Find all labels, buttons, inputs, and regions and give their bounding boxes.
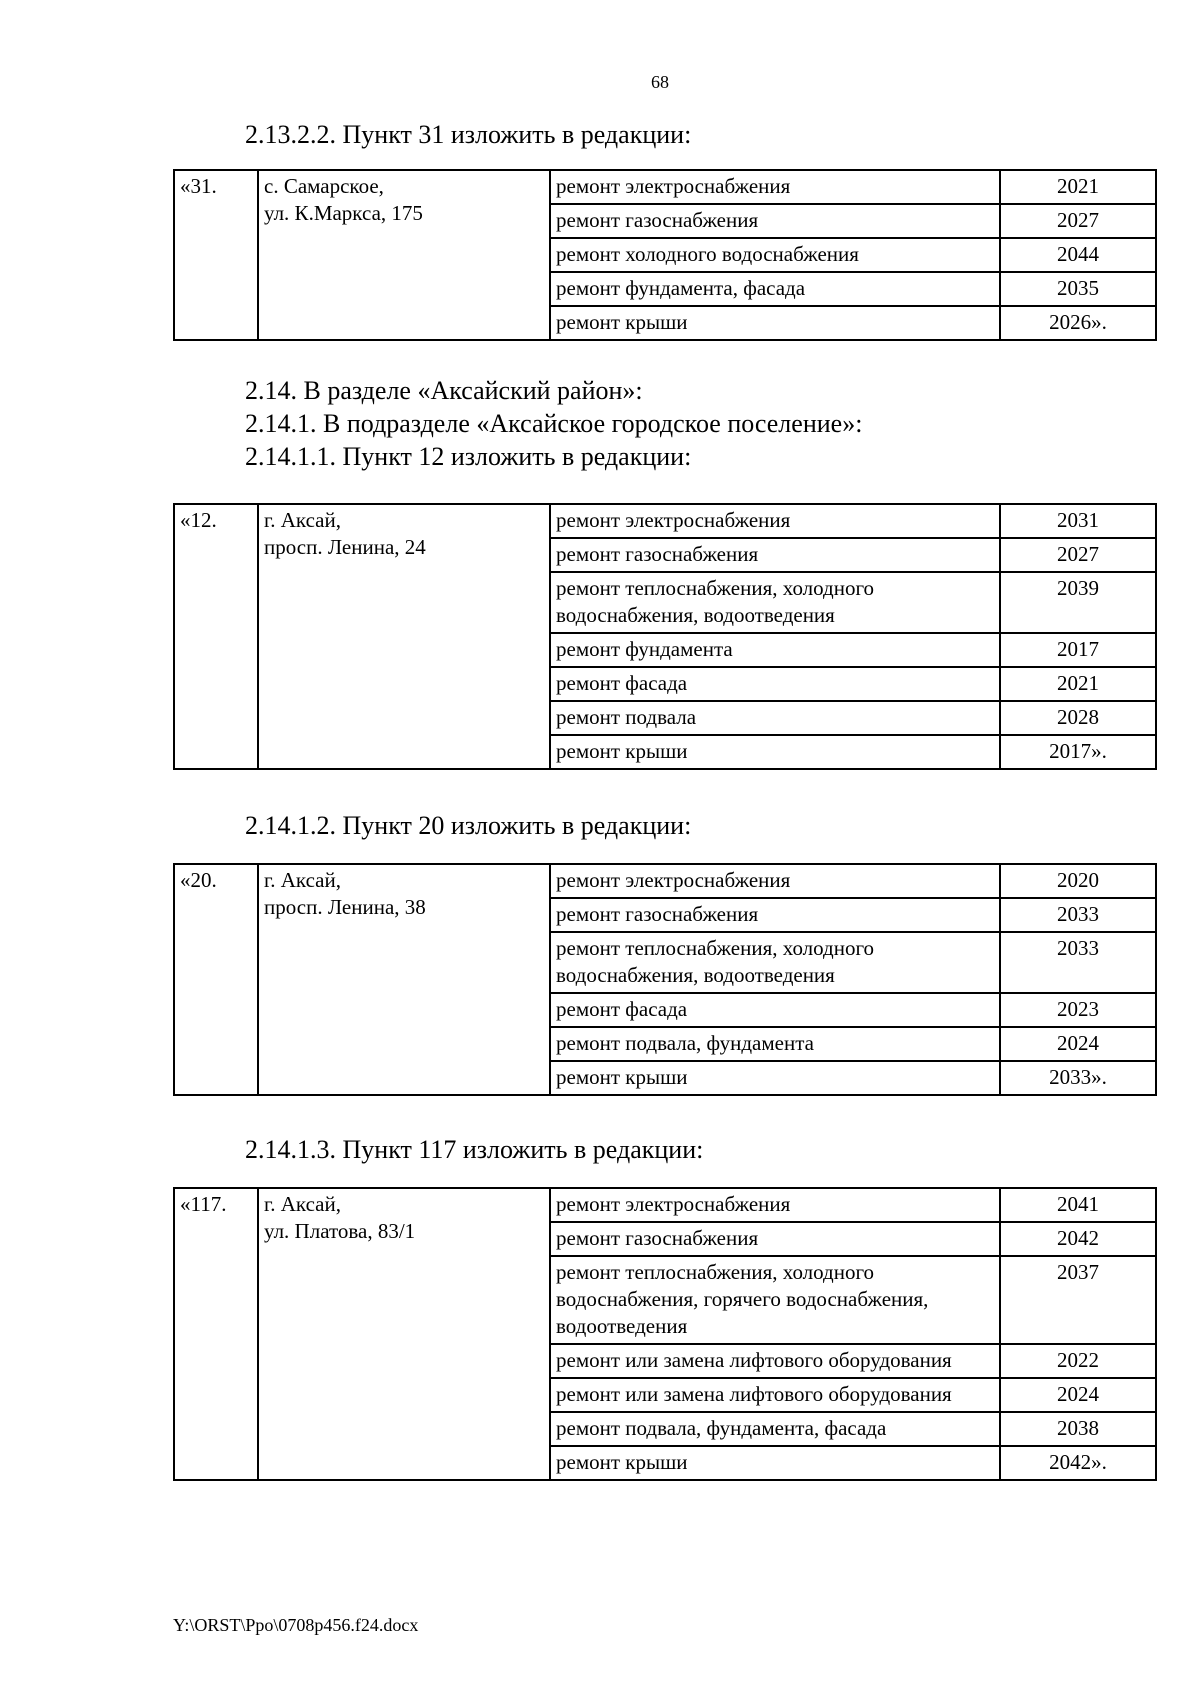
heading-2-14-1-3: 2.14.1.3. Пункт 117 изложить в редакции: <box>245 1135 704 1164</box>
work-year: 2017». <box>1000 735 1156 769</box>
work-year: 2021 <box>1000 667 1156 701</box>
item-number: «31. <box>174 170 258 340</box>
work-year: 2033 <box>1000 932 1156 993</box>
work-type: ремонт фасада <box>550 667 1000 701</box>
work-year: 2024 <box>1000 1378 1156 1412</box>
work-type: ремонт теплоснабжения, холодного водоснабжения, водоотведения <box>550 572 1000 633</box>
work-year: 2039 <box>1000 572 1156 633</box>
work-year: 2042 <box>1000 1222 1156 1256</box>
table-item-31 <box>173 169 1157 341</box>
table-row <box>174 504 1156 538</box>
table-row <box>174 864 1156 898</box>
work-year: 2024 <box>1000 1027 1156 1061</box>
page-number: 68 <box>651 72 669 92</box>
item-address: г. Аксай, ул. Платова, 83/1 <box>258 1188 550 1480</box>
work-year: 2042». <box>1000 1446 1156 1480</box>
work-type: ремонт фундамента <box>550 633 1000 667</box>
file-path-footer: Y:\ORST\Ppo\0708p456.f24.docx <box>173 1615 419 1635</box>
work-year: 2037 <box>1000 1256 1156 1344</box>
work-type: ремонт крыши <box>550 735 1000 769</box>
work-type: ремонт газоснабжения <box>550 204 1000 238</box>
work-year: 2028 <box>1000 701 1156 735</box>
heading-2-14-1: 2.14.1. В подразделе «Аксайское городское поселение»: <box>245 409 863 438</box>
work-year: 2027 <box>1000 204 1156 238</box>
heading-2-14-1-1: 2.14.1.1. Пункт 12 изложить в редакции: <box>245 442 692 471</box>
work-year: 2020 <box>1000 864 1156 898</box>
table-row <box>174 1188 1156 1222</box>
work-type: ремонт электроснабжения <box>550 170 1000 204</box>
work-year: 2044 <box>1000 238 1156 272</box>
work-year: 2031 <box>1000 504 1156 538</box>
work-year: 2027 <box>1000 538 1156 572</box>
work-type: ремонт теплоснабжения, холодного водоснабжения, водоотведения <box>550 932 1000 993</box>
heading-2-14-1-2: 2.14.1.2. Пункт 20 изложить в редакции: <box>245 811 692 840</box>
work-type: ремонт холодного водоснабжения <box>550 238 1000 272</box>
work-type: ремонт фасада <box>550 993 1000 1027</box>
work-year: 2023 <box>1000 993 1156 1027</box>
work-type: ремонт или замена лифтового оборудования <box>550 1344 1000 1378</box>
work-year: 2035 <box>1000 272 1156 306</box>
work-year: 2017 <box>1000 633 1156 667</box>
table-item-20 <box>173 863 1157 1096</box>
work-year: 2041 <box>1000 1188 1156 1222</box>
table-item-117 <box>173 1187 1157 1481</box>
heading-2-14: 2.14. В разделе «Аксайский район»: <box>245 376 643 405</box>
work-type: ремонт крыши <box>550 1446 1000 1480</box>
work-type: ремонт крыши <box>550 306 1000 340</box>
work-type: ремонт подвала <box>550 701 1000 735</box>
work-type: ремонт газоснабжения <box>550 538 1000 572</box>
item-number: «20. <box>174 864 258 1095</box>
work-type: ремонт электроснабжения <box>550 864 1000 898</box>
work-year: 2022 <box>1000 1344 1156 1378</box>
work-type: ремонт газоснабжения <box>550 898 1000 932</box>
work-type: ремонт газоснабжения <box>550 1222 1000 1256</box>
work-year: 2033 <box>1000 898 1156 932</box>
item-address: г. Аксай, просп. Ленина, 38 <box>258 864 550 1095</box>
item-address: г. Аксай, просп. Ленина, 24 <box>258 504 550 769</box>
item-number: «117. <box>174 1188 258 1480</box>
work-type: ремонт крыши <box>550 1061 1000 1095</box>
item-address: с. Самарское, ул. К.Маркса, 175 <box>258 170 550 340</box>
work-year: 2033». <box>1000 1061 1156 1095</box>
work-year: 2038 <box>1000 1412 1156 1446</box>
work-year: 2021 <box>1000 170 1156 204</box>
work-year: 2026». <box>1000 306 1156 340</box>
table-row <box>174 170 1156 204</box>
work-type: ремонт фундамента, фасада <box>550 272 1000 306</box>
table-item-12 <box>173 503 1157 770</box>
work-type: ремонт или замена лифтового оборудования <box>550 1378 1000 1412</box>
item-number: «12. <box>174 504 258 769</box>
work-type: ремонт теплоснабжения, холодного водоснабжения, горячего водоснабжения, водоотведения <box>550 1256 1000 1344</box>
work-type: ремонт подвала, фундамента, фасада <box>550 1412 1000 1446</box>
heading-2-13-2-2: 2.13.2.2. Пункт 31 изложить в редакции: <box>245 120 692 149</box>
work-type: ремонт подвала, фундамента <box>550 1027 1000 1061</box>
work-type: ремонт электроснабжения <box>550 504 1000 538</box>
work-type: ремонт электроснабжения <box>550 1188 1000 1222</box>
